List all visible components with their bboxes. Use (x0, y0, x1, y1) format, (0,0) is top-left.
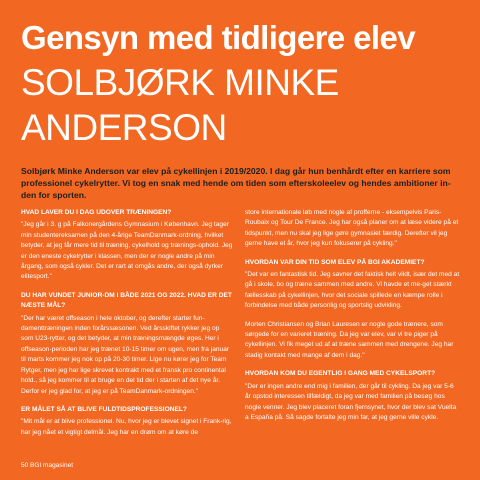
answer-4-part-2: Morten Christiansen og Brian Lauresen er nogle gode trænere, som sørgede for en varieret træning. Da jeg var elev, var vi tre piger på cykellinjen. Vi fik meget ud af at træne sammen med drengene. Jeg har stadig kontakt med mange af dem i dag." (245, 320, 454, 359)
answer-4: "Det var en fantastisk tid. Jeg savner det faktisk helt vildt, især det med at gå i skole, bo og træne sammen med andre. Vi havde et me-get stærkt fællesskab på cykellinjen, hvor det sociale spillede en kæmpe rolle i forbindelse med både personlig og sportslig udvikling. (245, 271, 460, 310)
question-5: HVORDAN KOM DU EGENTLIG I GANG MED CYKELSPORT? (245, 370, 436, 378)
question-4: HVORDAN VAR DIN TID SOM ELEV PÅ BGI AKADEMIET? (245, 258, 425, 266)
question-3: ER MÅLET SÅ AT BLIVE FULDTIDSPROFESSIONEL? (21, 405, 187, 413)
answer-2: "Der har været offseason i hele oktober, og derefter starter fun-damenttræningen inden forårssæsonen. Ved årsskiftet rykker jeg op som U23-rytter, og det betyder, at min træningsmængde øges. Her i offseason-perioden har jeg trænet 10-15 timer om ugen, men fra januar til marts kommer jeg nok op på 20-30 timer. Lige nu kører jeg for Team Rytger, men jeg har lige skrevet kontrakt med et fransk pro continental hold., så jeg kommer til at bruge en del tid der i starten af det nye år. Derfor er jeg glad for, at jeg er på TeamDanmark-ordningen." (21, 314, 230, 395)
headline: Gensyn med tidligere elev (21, 19, 415, 56)
right-column (245, 208, 460, 431)
intro-paragraph: Solbjørk Minke Anderson var elev på cykellinjen i 2019/2020. I dag går hun benhårdt efter en karriere som professionel cykelrytter. Vi tog en snak med hende om tiden som efterskoleelev og hendes ambitioner in-den for sporten. (21, 166, 451, 200)
question-2: DU HAR VUNDET JUNIOR-DM I BÅDE 2021 OG 2022. HVAD ER DET NÆSTE MÅL? (21, 291, 232, 310)
question-1: HVAD LAVER DU I DAG UDOVER TRÆNINGEN? (21, 209, 172, 216)
answer-1: "Jeg går i 3. g på Falkonergårdens Gymnasium i København. Jeg tager min studentereksamen på den 4-årige TeamDanmark-ordning, hvilket betyder, at jeg får mere tid til træning, cykelhold og trænings-ophold. Jeg er den eneste cykelrytter i klassen, men der er nogle andre på min årgang, som også cykler. Det er rart at omgås andre, der også dyrker elitesport." (21, 221, 233, 281)
answer-3: "Mit mål er at blive professionel. Nu, hvor jeg er blevet signet i Frank-rig, har jeg nået et vigtigt delmål. Jeg har en drøm om at køre de (21, 418, 232, 436)
subject-name-line2: ANDERSON (21, 107, 227, 148)
page-footer: 50 BGI magasinet (21, 462, 74, 469)
left-column (21, 208, 233, 446)
answer-5: "Der er ingen andre end mig i familien, der går til cykling. Da jeg var 5-6 år opstod interessen tilfældigt, da jeg var med familien på besøg hos nogle venner. Jeg blev placeret foran fjernsynet, hvor der blev sat Vuelta a España på. Så sagde fortalte jeg min far, at jeg gerne ville cykle. (245, 382, 457, 421)
subject-name-line1: SOLBJØRK MINKE (21, 62, 339, 103)
answer-3-continued: store internationale løb med nogle af profferne - eksempelvis Paris-Roubaix og Tour De France. Jeg har også planer om at læse videre på et tidspunkt, men nu skal jeg lige gøre gymnasiet færdig. Derefter vil jeg gerne have et år, hvor jeg kun fokuserer på cykling." (245, 209, 459, 248)
